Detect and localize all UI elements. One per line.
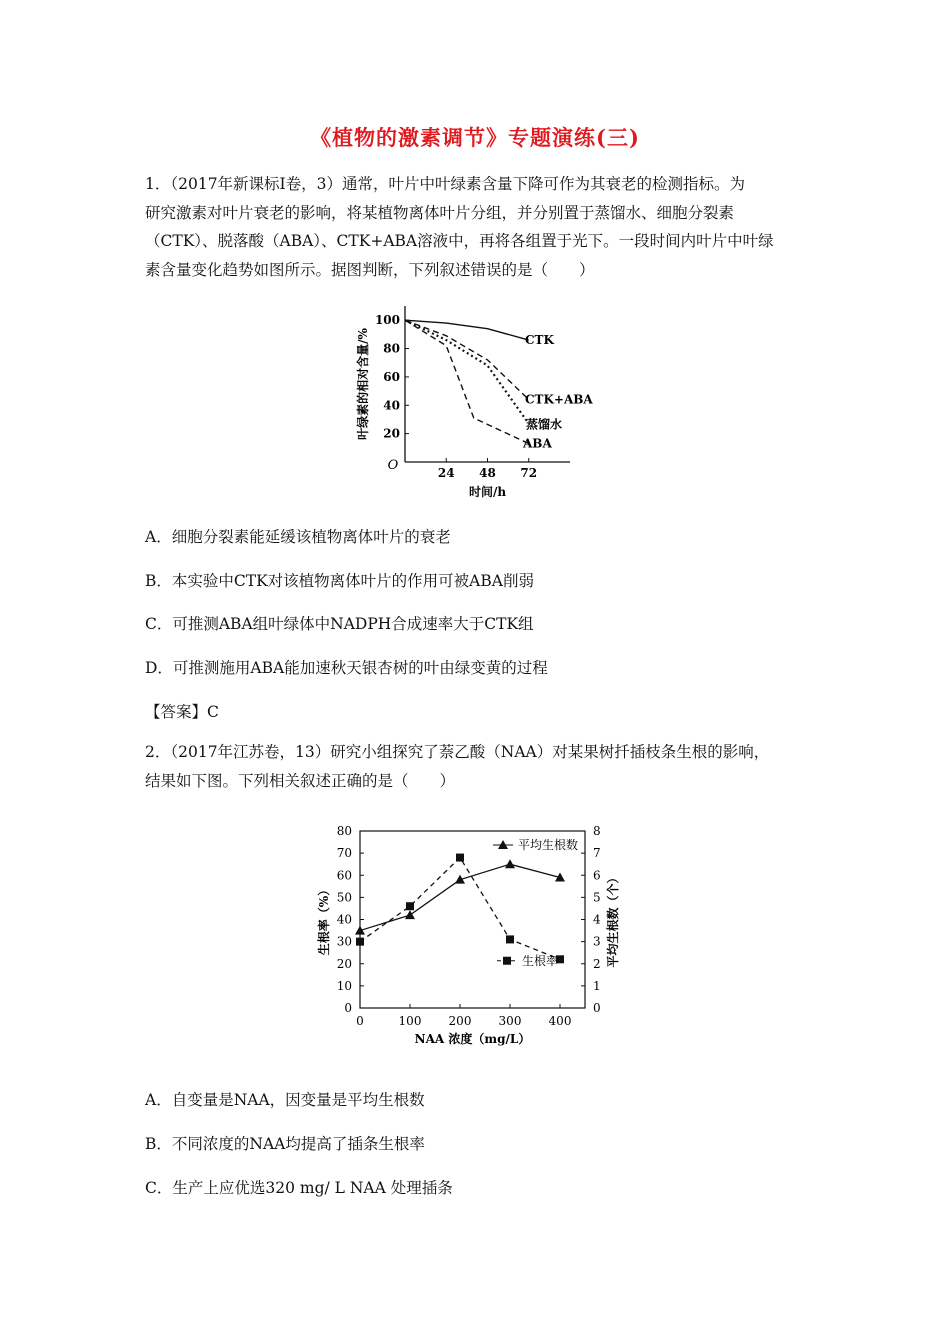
y-axis-title: 叶绿素的相对含量/% bbox=[356, 328, 370, 440]
series-point-square bbox=[356, 938, 364, 946]
left-y-tick-label: 10 bbox=[336, 978, 352, 993]
right-y-tick-label: 8 bbox=[593, 824, 601, 838]
right-y-tick-label: 6 bbox=[593, 868, 601, 883]
x-axis-title: NAA 浓度（mg/L） bbox=[414, 1032, 531, 1046]
q2-option-c: C．生产上应优选320 mg/ L NAA 处理插条 bbox=[145, 1179, 453, 1197]
legend-label: 平均生根数 bbox=[518, 838, 579, 852]
naa-rooting-chart bbox=[315, 815, 645, 1055]
x-tick-label: 300 bbox=[498, 1014, 522, 1028]
question-2-stem bbox=[145, 738, 805, 795]
question-1-line: 素含量变化趋势如图所示。据图判断，下列叙述错误的是（ ） bbox=[145, 260, 595, 279]
question-1-line: （CTK）、脱落酸（ABA）、CTK+ABA溶液中，再将各组置于光下。一段时间内叶片中叶绿 bbox=[145, 232, 774, 250]
question-1-stem bbox=[145, 170, 805, 284]
y-tick-label: 80 bbox=[383, 341, 400, 356]
x-tick-label: 48 bbox=[479, 466, 496, 480]
y-tick-label: 100 bbox=[374, 313, 400, 328]
left-y-tick-label: 80 bbox=[336, 824, 352, 838]
series-point-square bbox=[506, 935, 514, 943]
left-y-axis-title: 生根率（%） bbox=[317, 883, 331, 956]
x-tick-label: 200 bbox=[448, 1014, 472, 1028]
left-y-tick-label: 40 bbox=[336, 912, 352, 927]
right-y-tick-label: 7 bbox=[593, 846, 601, 861]
question-1-line: 研究激素对叶片衰老的影响，将某植物离体叶片分组，并分别置于蒸馏水、细胞分裂素 bbox=[145, 203, 735, 222]
series-label: CTK+ABA bbox=[525, 392, 593, 407]
question-2-line: 结果如下图。下列相关叙述正确的是（ ） bbox=[145, 771, 456, 790]
option-b: B．本实验中CTK对该植物离体叶片的作用可被ABA削弱 bbox=[145, 572, 534, 590]
origin-label: O bbox=[387, 458, 399, 473]
option-c: C．可推测ABA组叶绿体中NADPH合成速率大于CTK组 bbox=[145, 615, 534, 633]
left-y-tick-label: 30 bbox=[336, 934, 352, 949]
series-label: CTK bbox=[525, 333, 554, 348]
x-tick-label: 72 bbox=[520, 466, 538, 480]
legend-marker-rate bbox=[503, 957, 511, 965]
left-y-tick-label: 50 bbox=[336, 890, 352, 905]
x-tick-label: 400 bbox=[548, 1014, 572, 1028]
q2-option-a: A．自变量是NAA，因变量是平均生根数 bbox=[145, 1091, 425, 1109]
question-1-line: 1．（2017年新课标Ⅰ卷，3）通常，叶片中叶绿素含量下降可作为其衰老的检测指标。为 bbox=[145, 175, 746, 193]
right-y-tick-label: 5 bbox=[593, 890, 601, 905]
legend-label: 生根率 bbox=[522, 953, 559, 968]
left-y-tick-label: 20 bbox=[336, 956, 352, 971]
series-point-square bbox=[406, 902, 414, 910]
x-tick-label: 100 bbox=[398, 1014, 422, 1028]
question-2-line: 2．（2017年江苏卷，13）研究小组探究了萘乙酸（NAA）对某果树扦插枝条生根的影响， bbox=[145, 743, 770, 761]
y-tick-label: 60 bbox=[383, 369, 400, 384]
left-y-tick-label: 0 bbox=[344, 1001, 352, 1015]
chlorophyll-chart bbox=[345, 300, 605, 500]
left-y-tick-label: 60 bbox=[336, 868, 352, 883]
option-a: A．细胞分裂素能延缓该植物离体叶片的衰老 bbox=[145, 528, 451, 546]
series-point-triangle bbox=[405, 910, 415, 919]
series-label: 蒸馏水 bbox=[526, 417, 563, 432]
right-y-tick-label: 0 bbox=[593, 1001, 601, 1015]
x-axis-title: 时间/h bbox=[468, 485, 507, 499]
page-title: 《植物的激素调节》专题演练(三) bbox=[310, 125, 640, 150]
right-y-tick-label: 4 bbox=[593, 912, 601, 927]
y-tick-label: 40 bbox=[383, 398, 400, 413]
right-y-axis-title: 平均生根数（个） bbox=[606, 871, 620, 968]
option-d: D．可推测施用ABA能加速秋天银杏树的叶由绿变黄的过程 bbox=[145, 659, 548, 677]
answer: 【答案】C bbox=[145, 703, 219, 721]
series-line-生根率 bbox=[360, 858, 560, 960]
series-point-square bbox=[456, 854, 464, 862]
right-y-tick-label: 3 bbox=[593, 934, 601, 949]
series-label: ABA bbox=[523, 436, 552, 451]
right-y-tick-label: 1 bbox=[593, 978, 601, 993]
q2-option-b: B．不同浓度的NAA均提高了插条生根率 bbox=[145, 1135, 425, 1153]
series-point-triangle bbox=[505, 859, 515, 868]
left-y-tick-label: 70 bbox=[336, 846, 352, 861]
x-tick-label: 24 bbox=[437, 466, 455, 480]
y-tick-label: 20 bbox=[383, 426, 400, 441]
series-line-蒸馏水 bbox=[405, 320, 529, 424]
x-tick-label: 0 bbox=[356, 1014, 364, 1028]
right-y-tick-label: 2 bbox=[593, 956, 601, 971]
